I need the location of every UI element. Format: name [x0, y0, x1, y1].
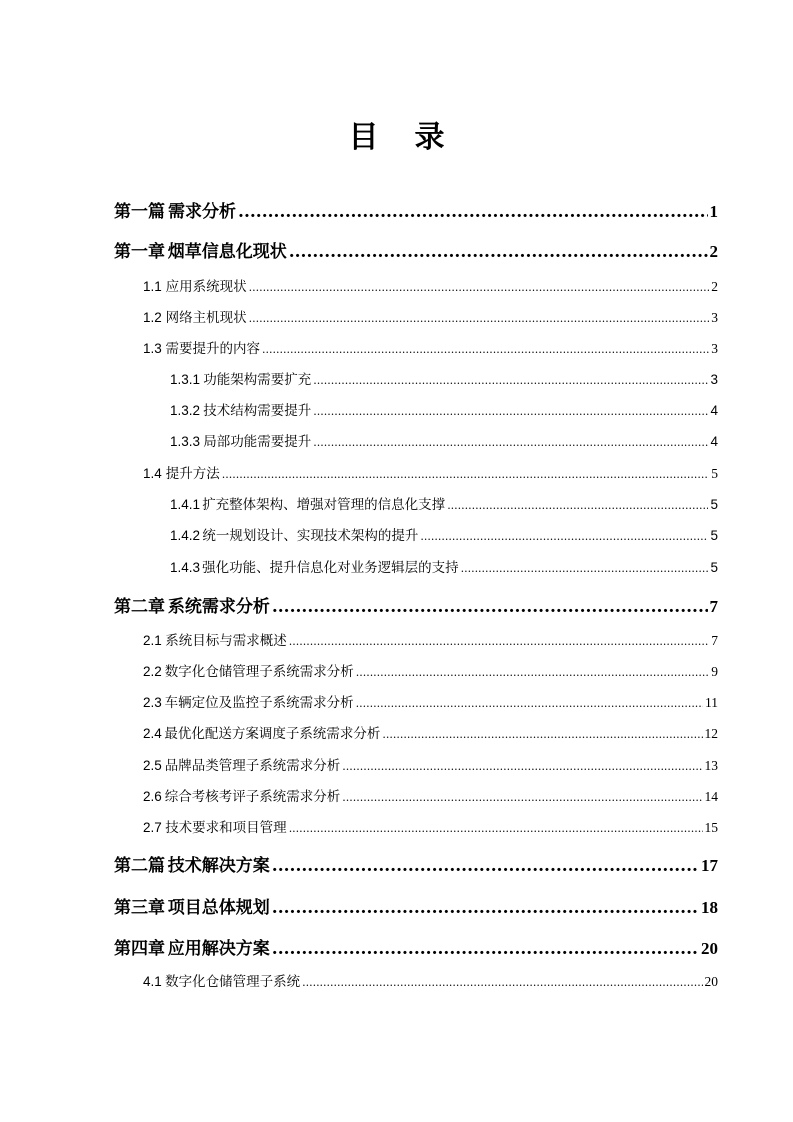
- toc-entry-number: 第二篇: [114, 856, 165, 876]
- dot-leader: [420, 530, 708, 543]
- toc-entry-page-number: 2: [709, 242, 718, 261]
- toc-entry-page-number: 5: [710, 497, 718, 512]
- toc-entry-title: 需求分析: [168, 202, 237, 222]
- toc-entry-number: 1.3: [143, 341, 162, 356]
- toc-entry-page-number: 5: [710, 528, 718, 543]
- toc-entry[interactable]: [114, 851, 718, 876]
- toc-entry-page-number: 7: [709, 597, 718, 616]
- toc-entry[interactable]: [114, 592, 718, 617]
- toc-entry[interactable]: [143, 754, 718, 774]
- toc-entry-title: 系统需求分析: [167, 597, 270, 617]
- toc-entry[interactable]: [114, 197, 718, 222]
- toc-entry-page-number: 9: [711, 664, 718, 679]
- toc-entry-title: 数字化仓储管理子系统: [165, 974, 301, 990]
- toc-entry[interactable]: [170, 524, 718, 544]
- dot-leader: [356, 697, 703, 710]
- toc-entry-title: 需要提升的内容: [165, 341, 260, 357]
- dot-leader: [289, 822, 703, 835]
- toc-entry-number: 2.3: [143, 695, 162, 710]
- toc-entry-number: 1.1: [143, 279, 162, 294]
- toc-entry[interactable]: [170, 493, 718, 513]
- toc-entry-page-number: 4: [710, 434, 718, 449]
- toc-entry-title: 最优化配送方案调度子系统需求分析: [164, 726, 381, 742]
- toc-entry-title: 应用解决方案: [167, 939, 270, 959]
- toc-entry-page-number: 5: [711, 466, 718, 481]
- dot-leader: [342, 760, 702, 773]
- toc-entry-number: 2.1: [143, 633, 162, 648]
- dot-leader: [313, 436, 708, 449]
- dot-leader: [313, 405, 708, 418]
- toc-entry[interactable]: [143, 816, 718, 836]
- toc-entry-number: 第三章: [114, 898, 165, 918]
- dot-leader: [342, 791, 702, 804]
- toc-entry-title: 技术解决方案: [167, 856, 270, 876]
- dot-leader: [272, 898, 699, 918]
- toc-entry[interactable]: [143, 722, 718, 742]
- toc-entry-number: 第一章: [114, 242, 165, 262]
- toc-entry-title: 系统目标与需求概述: [165, 633, 287, 649]
- dot-leader: [447, 499, 708, 512]
- toc-entry-title: 提升方法: [165, 466, 220, 482]
- toc-title: 目录: [348, 120, 481, 155]
- toc-entry-page-number: 3: [711, 341, 718, 356]
- toc-entry-page-number: 20: [701, 939, 718, 958]
- toc-entry-title: 局部功能需要提升: [203, 434, 312, 450]
- toc-entry-title: 烟草信息化现状: [167, 242, 287, 262]
- toc-entry-title: 网络主机现状: [165, 310, 247, 326]
- toc-entry[interactable]: [170, 430, 718, 450]
- dot-leader: [222, 468, 709, 481]
- toc-entry[interactable]: [143, 275, 718, 295]
- toc-entry-page-number: 3: [710, 372, 718, 387]
- toc-entry-title: 统一规划设计、实现技术架构的提升: [202, 528, 419, 544]
- toc-entry-number: 2.7: [143, 820, 162, 835]
- toc-entry-page-number: 15: [704, 820, 718, 835]
- toc-entry[interactable]: [170, 556, 718, 576]
- toc-entry-title: 强化功能、提升信息化对业务逻辑层的支持: [202, 560, 459, 576]
- toc-entry-page-number: 7: [711, 633, 718, 648]
- toc-entry-title: 应用系统现状: [165, 279, 247, 295]
- toc-entry-number: 1.4: [143, 466, 162, 481]
- dot-leader: [238, 202, 707, 222]
- toc-entry-page-number: 11: [705, 695, 718, 710]
- dot-leader: [356, 666, 710, 679]
- toc-entry-page-number: 3: [711, 310, 718, 325]
- toc-entry-number: 第二章: [114, 597, 165, 617]
- toc-entry-page-number: 2: [711, 279, 718, 294]
- toc-entry-page-number: 17: [701, 856, 718, 875]
- toc-entry-number: 1.3.3: [170, 434, 201, 449]
- toc-entry-number: 2.5: [143, 758, 162, 773]
- dot-leader: [262, 343, 709, 356]
- toc-entry[interactable]: [143, 660, 718, 680]
- toc-entry-number: 1.4.1: [170, 497, 201, 512]
- toc-entry-title: 技术结构需要提升: [203, 403, 312, 419]
- dot-leader: [249, 312, 710, 325]
- toc-entry-page-number: 4: [710, 403, 718, 418]
- toc-entry-title: 功能架构需要扩充: [203, 372, 312, 388]
- dot-leader: [272, 597, 708, 617]
- toc-entry-number: 4.1: [143, 974, 162, 989]
- toc-entry[interactable]: [143, 691, 718, 711]
- dot-leader: [289, 242, 708, 262]
- toc-entry[interactable]: [143, 970, 718, 990]
- toc-entry[interactable]: [170, 368, 718, 388]
- toc-entry-number: 2.2: [143, 664, 162, 679]
- dot-leader: [272, 856, 699, 876]
- toc-entry[interactable]: [143, 306, 718, 326]
- dot-leader: [461, 562, 709, 575]
- toc-entry-title: 品牌品类管理子系统需求分析: [164, 758, 341, 774]
- toc-entry[interactable]: [170, 399, 718, 419]
- toc-entry-number: 2.6: [143, 789, 162, 804]
- toc-entry-title: 技术要求和项目管理: [165, 820, 287, 836]
- dot-leader: [382, 728, 702, 741]
- toc-entry-page-number: 18: [701, 898, 718, 917]
- toc-entry-page-number: 14: [704, 789, 718, 804]
- dot-leader: [302, 976, 702, 989]
- toc-entry-page-number: 13: [704, 758, 718, 773]
- toc-entry-page-number: 1: [709, 202, 718, 221]
- toc-entry-number: 2.4: [143, 726, 162, 741]
- toc-entry-number: 1.3.2: [170, 403, 201, 418]
- toc-entry-title: 数字化仓储管理子系统需求分析: [164, 664, 354, 680]
- toc-entry-number: 1.4.2: [170, 528, 201, 543]
- toc-entry-number: 1.3.1: [170, 372, 201, 387]
- dot-leader: [289, 635, 710, 648]
- toc-entry[interactable]: [114, 893, 718, 918]
- toc-entry[interactable]: [114, 934, 718, 959]
- toc-entry-title: 项目总体规划: [167, 898, 270, 918]
- toc-entry[interactable]: [143, 629, 718, 649]
- toc-entry-page-number: 5: [710, 560, 718, 575]
- toc-entry[interactable]: [143, 785, 718, 805]
- dot-leader: [249, 281, 710, 294]
- toc-entry[interactable]: [143, 462, 718, 482]
- toc-entry-title: 综合考核考评子系统需求分析: [164, 789, 341, 805]
- dot-leader: [313, 374, 708, 387]
- toc-entry-title: 车辆定位及监控子系统需求分析: [164, 695, 354, 711]
- toc-entry-number: 第一篇: [114, 202, 165, 222]
- toc-entry-number: 第四章: [114, 939, 165, 959]
- dot-leader: [272, 939, 699, 959]
- toc-entry-number: 1.4.3: [170, 560, 201, 575]
- toc-entry[interactable]: [114, 237, 718, 262]
- toc-entry-page-number: 20: [704, 974, 718, 989]
- toc-entry-number: 1.2: [143, 310, 162, 325]
- toc-entry-page-number: 12: [704, 726, 718, 741]
- toc-entry-title: 扩充整体架构、增强对管理的信息化支撑: [202, 497, 446, 513]
- toc-entry[interactable]: [143, 337, 718, 357]
